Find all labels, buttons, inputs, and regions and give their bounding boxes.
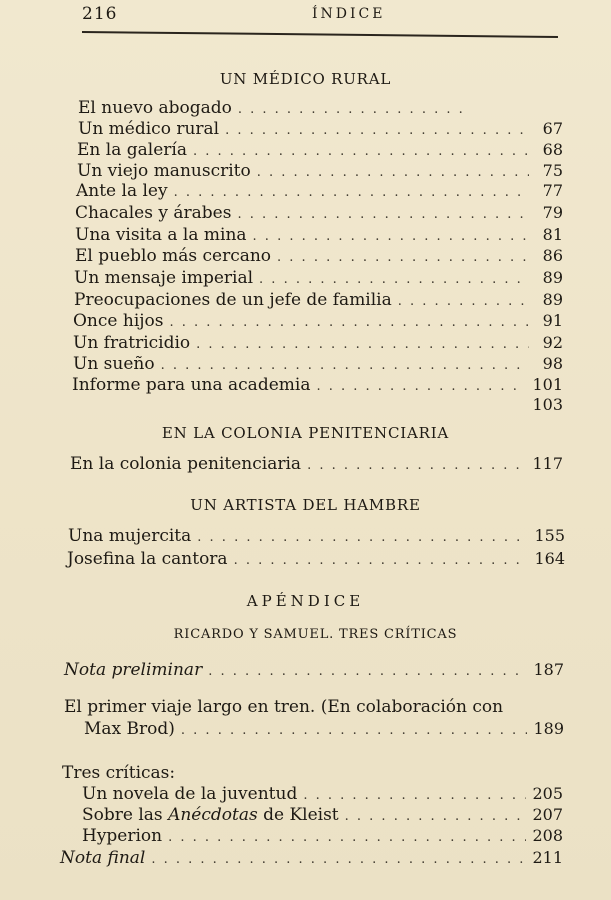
dot-leader xyxy=(196,335,529,355)
appendix-subtitle: RICARDO Y SAMUEL. TRES CRÍTICAS xyxy=(173,627,458,642)
entry-page: 91 xyxy=(542,311,563,330)
entry-title: El pueblo más cercano xyxy=(75,246,272,266)
entry-page: 205 xyxy=(532,784,563,803)
entry-title-line2: Max Brod) xyxy=(84,719,175,739)
dot-leader xyxy=(168,828,526,848)
entry-page: 81 xyxy=(542,225,563,244)
entry-page: 68 xyxy=(542,140,563,159)
dot-leader xyxy=(225,121,529,141)
entry-title: Un novela de la juventud xyxy=(82,784,298,804)
dot-leader xyxy=(208,662,527,682)
toc-entry xyxy=(73,333,563,355)
toc-entry xyxy=(78,98,468,120)
section-title-artista: UN ARTISTA DEL HAMBRE xyxy=(190,496,421,514)
dot-leader xyxy=(174,183,529,203)
entry-page: 189 xyxy=(533,719,564,738)
entry-page: 92 xyxy=(542,333,563,352)
entry-title: Once hijos xyxy=(73,311,164,331)
entry-page: 208 xyxy=(532,826,563,845)
dot-leader xyxy=(259,270,529,290)
dot-leader xyxy=(170,313,530,333)
toc-entry xyxy=(72,375,563,397)
entry-title-line1: El primer viaje largo en tren. (En colaboración con xyxy=(64,697,504,717)
dot-leader xyxy=(151,850,526,870)
entry-page: 89 xyxy=(542,290,563,309)
toc-entry xyxy=(78,119,563,141)
entry-title: En la colonia penitenciaria xyxy=(70,454,302,474)
entry-page: 79 xyxy=(542,203,563,222)
entry-title-italic: Anécdotas xyxy=(168,805,258,825)
toc-entry xyxy=(76,181,563,203)
page-header xyxy=(82,4,558,34)
entry-page: 211 xyxy=(532,848,563,867)
toc-entry xyxy=(74,268,563,290)
entry-title-suffix: de Kleist xyxy=(257,805,339,825)
page-number: 216 xyxy=(82,4,118,24)
entry-title: Nota final xyxy=(60,848,146,868)
entry-title: Una mujercita xyxy=(68,526,192,546)
running-title: ÍNDICE xyxy=(312,6,386,22)
toc-entry xyxy=(72,395,563,417)
entry-page: 86 xyxy=(542,246,563,265)
dot-leader xyxy=(398,292,529,312)
section-title-medico-rural: UN MÉDICO RURAL xyxy=(219,70,392,88)
dot-leader xyxy=(277,248,529,268)
toc-entry xyxy=(77,140,563,162)
entry-title: Un mensaje imperial xyxy=(74,268,254,288)
entry-title: Un fratricidio xyxy=(73,333,191,353)
dot-leader xyxy=(238,100,462,120)
toc-entry xyxy=(64,660,564,682)
toc-entry xyxy=(73,311,563,333)
dot-leader xyxy=(237,205,529,225)
entry-title: Chacales y árabes xyxy=(75,203,232,223)
toc-entry xyxy=(75,246,563,268)
entry-title: Hyperion xyxy=(82,826,163,846)
dot-leader xyxy=(316,377,526,397)
entry-page: 98 xyxy=(542,354,563,373)
dot-leader xyxy=(253,227,529,247)
dot-leader xyxy=(345,807,527,827)
section-title-colonia: EN LA COLONIA PENITENCIARIA xyxy=(161,424,450,442)
entry-title: Un viejo manuscrito xyxy=(77,161,251,181)
toc-entry xyxy=(82,826,563,848)
toc-entry xyxy=(82,805,563,827)
entry-title: El nuevo abogado xyxy=(78,98,232,118)
entry-page: 67 xyxy=(542,119,563,138)
dot-leader xyxy=(303,786,526,806)
toc-entry xyxy=(60,848,563,870)
toc-entry xyxy=(77,161,563,183)
dot-leader xyxy=(181,721,528,741)
entry-title: Un médico rural xyxy=(78,119,220,139)
entry-title: Preocupaciones de un jefe de familia xyxy=(74,290,392,310)
entry-title xyxy=(82,805,339,825)
entry-page: 89 xyxy=(542,268,563,287)
entry-title-prefix: Sobre las xyxy=(82,805,169,825)
entry-page: 164 xyxy=(534,549,565,568)
toc-entry xyxy=(68,526,565,548)
entry-title: Una visita a la mina xyxy=(75,225,247,245)
toc-entry xyxy=(67,549,565,571)
dot-leader xyxy=(197,528,528,548)
toc-entry xyxy=(82,784,563,806)
dot-leader xyxy=(161,356,529,376)
toc-entry xyxy=(75,203,563,225)
entry-page: 155 xyxy=(534,526,565,545)
entry-page: 207 xyxy=(532,805,563,824)
entry-title: Informe para una academia xyxy=(72,375,311,395)
toc-entry xyxy=(84,719,564,741)
entry-page: 117 xyxy=(532,454,563,473)
entry-title: Ante la ley xyxy=(76,181,168,201)
entry-title: Josefina la cantora xyxy=(67,549,228,569)
dot-leader xyxy=(307,456,526,476)
entry-page: 101 xyxy=(532,375,563,394)
entry-title: En la galería xyxy=(77,140,187,160)
dot-leader xyxy=(257,163,529,183)
toc-entry xyxy=(70,454,563,476)
dot-leader xyxy=(193,142,529,162)
entry-page: 75 xyxy=(542,161,563,180)
toc-entry xyxy=(75,225,563,247)
toc-entry xyxy=(74,290,563,312)
appendix-title: APÉNDICE xyxy=(246,592,365,610)
entry-page: 103 xyxy=(532,395,563,414)
toc-entry xyxy=(73,354,563,376)
entry-title: Nota preliminar xyxy=(64,660,203,680)
entry-title: Un sueño xyxy=(73,354,155,374)
entry-page: 187 xyxy=(533,660,564,679)
dot-leader xyxy=(234,551,529,571)
tres-criticas-heading: Tres críticas: xyxy=(62,763,176,783)
entry-page: 77 xyxy=(542,181,563,200)
